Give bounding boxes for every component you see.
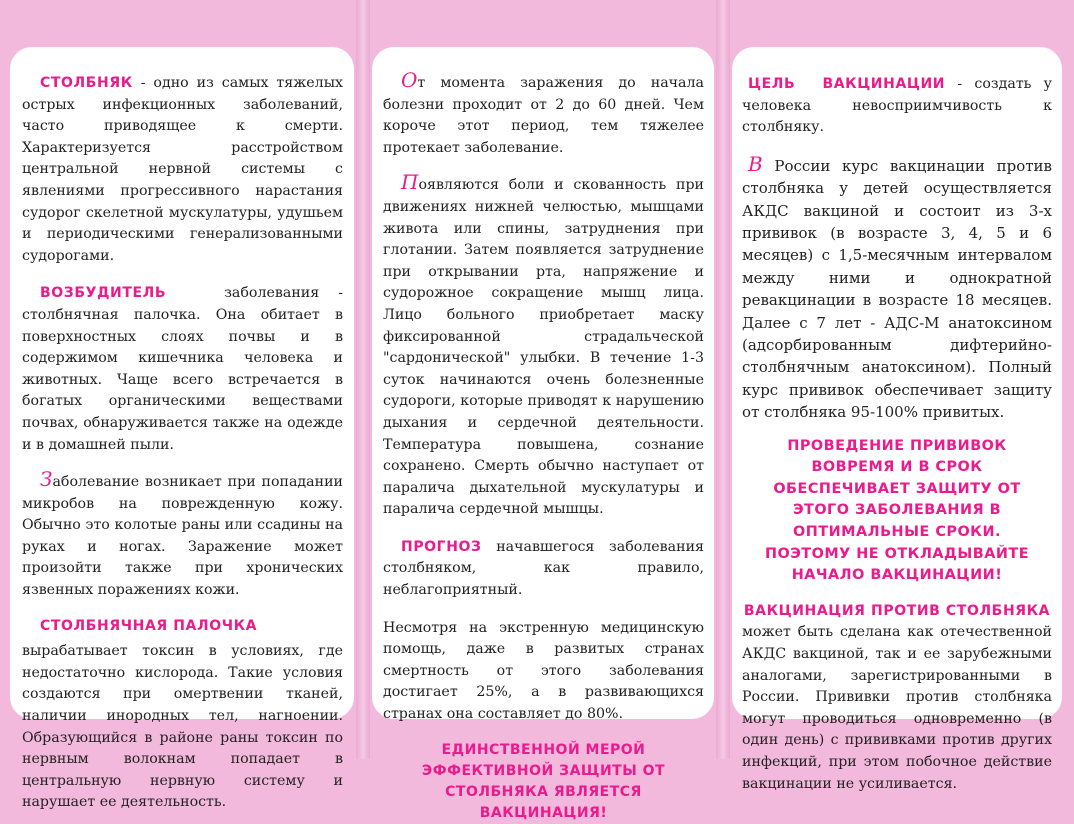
- vaccination-callout: ЕДИНСТВЕННОЙ МЕРОЙ ЭФФЕКТИВНОЙ ЗАЩИТЫ ОТ СТОЛБНЯКА ЯВЛЯЕТСЯ ВАКЦИНАЦИЯ!: [421, 741, 666, 821]
- fold-line-left: [356, 0, 370, 759]
- drop-cap-z: З: [40, 467, 53, 492]
- prognosis-text: начавшегося заболевания столбняком, как правило, неблагоприятный.: [383, 538, 704, 599]
- goal-text: - создать у человека невосприимчивость к столбняку.: [742, 76, 1052, 136]
- incubation-paragraph: [383, 68, 704, 159]
- panel-right: [732, 47, 1062, 792]
- goal-paragraph: [742, 74, 1052, 139]
- prognosis-paragraph: [383, 537, 704, 602]
- drop-cap-o: О: [401, 68, 418, 92]
- infection-text: аболевание возникает при попадании микробов на поврежденную кожу. Обычно это колотые раны или ссадины на руках и ногах. Заражение может произойти также при хронических язвенных поражениях кожи.: [22, 474, 343, 599]
- bacillus-heading: СТОЛБНЯЧНАЯ ПАЛОЧКА: [40, 617, 258, 634]
- symptoms-paragraph: [383, 170, 704, 521]
- infection-paragraph: [22, 467, 343, 602]
- vaccination-heading: ВАКЦИНАЦИЯ ПРОТИВ СТОЛБНЯКА: [743, 602, 1051, 619]
- drop-cap-p: П: [401, 170, 419, 195]
- mortality-text: Несмотря на экстренную медицинскую помощь, даже в развитых странах смертность от этого заболевания достигает 25%, а в развивающихся странах она составляет до 80%.: [383, 619, 704, 723]
- keyword-pathogen: ВОЗБУДИТЕЛЬ: [40, 285, 167, 302]
- drop-cap-v: В: [748, 151, 763, 176]
- panel-middle: [372, 47, 714, 821]
- keyword-tetanus: СТОЛБНЯК: [40, 75, 133, 91]
- vaccines-text: может быть сделана как отечественной АКДС вакциной, так и ее зарубежными аналогами, зарегистрированными в России. Прививки против столбняка могут проводиться одновременно (в один день) с прививками против других инфекций, при этом побочное действие вакцинации не усиливается.: [742, 624, 1052, 792]
- toxin-paragraph: [22, 641, 343, 814]
- vaccines-paragraph: [742, 622, 1052, 795]
- panel-left: [10, 47, 354, 811]
- pathogen-paragraph: [22, 283, 343, 456]
- timely-vaccination-callout: ПРОВЕДЕНИЕ ПРИВИВОК ВОВРЕМЯ И В СРОК ОБЕСПЕЧИВАЕТ ЗАЩИТУ ОТ ЭТОГО ЗАБОЛЕВАНИЯ В ОПТИМАЛЬНЫЕ СРОКИ. ПОЭТОМУ НЕ ОТКЛАДЫВАЙТЕ НАЧАЛО ВАКЦИНАЦИИ!: [764, 437, 1030, 584]
- keyword-goal: ЦЕЛЬ ВАКЦИНАЦИИ: [748, 76, 946, 92]
- fold-line-right: [716, 0, 730, 759]
- pathogen-text: заболевания - столбнячная палочка. Она обитает в поверхностных слоях почвы и в содержимом кишечника человека и животных. Чаще всего встречается в богатых органическими веществами почвах, обнаруживается также на одежде и в домашней пыли.: [22, 285, 343, 453]
- toxin-text: вырабатывает токсин в условиях, где недостаточно кислорода. Такие условия создаются при омертвении тканей, наличии инородных тел, нагноении. Образующийся в районе раны токсин по нервным волокнам попадает в центральную нервную систему и нарушает ее деятельность.: [22, 643, 343, 811]
- symptoms-text: оявляются боли и скованность при движениях нижней челюстью, мышцами живота или спины, затруднения при глотании. Затем появляется затруднение при открывании рта, напряжение и судорожное сокращение мышц лица. Лицо больного приобретает маску фиксированной страдальческой "сардонической" улыбки. В течение 1-3 суток начинаются очень болезненные судороги, которые приводят к нарушению дыхания и сердечной деятельности. Температура повышена, сознание сохранено. Смерть обычно наступает от паралича дыхательной мускулатуры и паралича сердечной мышцы.: [383, 177, 704, 518]
- incubation-text: т момента заражения до начала болезни проходит от 2 до 60 дней. Чем короче этот период, тем тяжелее протекает заболевание.: [383, 75, 704, 156]
- intro-paragraph: [22, 73, 343, 267]
- intro-text: - одно из самых тяжелых острых инфекционных заболеваний, часто приводящее к смерти. Характеризуется расстройством центральной нервной системы с явлениями прогрессивного нарастания судорог скелетной мускулатуры, удушьем и периодическими генерализованными судорогами.: [22, 75, 343, 264]
- mortality-paragraph: [383, 618, 704, 726]
- keyword-prognosis: ПРОГНОЗ: [401, 538, 482, 555]
- schedule-text: России курс вакцинации против столбняка у детей осуществляется АКДС вакциной и состоит из 3-х прививок (в возрасте 3, 4, 5 и 6 месяцев) с 1,5-месячным интервалом между ними и однократной ревакцинации в возрасте 18 месяцев. Далее с 7 лет - АДС-М анатоксином (адсорбированным дифтерийно-столбнячным анатоксином). Полный курс прививок обеспечивает защиту от столбняка 95-100% привитых.: [742, 156, 1052, 422]
- schedule-paragraph: [742, 151, 1052, 424]
